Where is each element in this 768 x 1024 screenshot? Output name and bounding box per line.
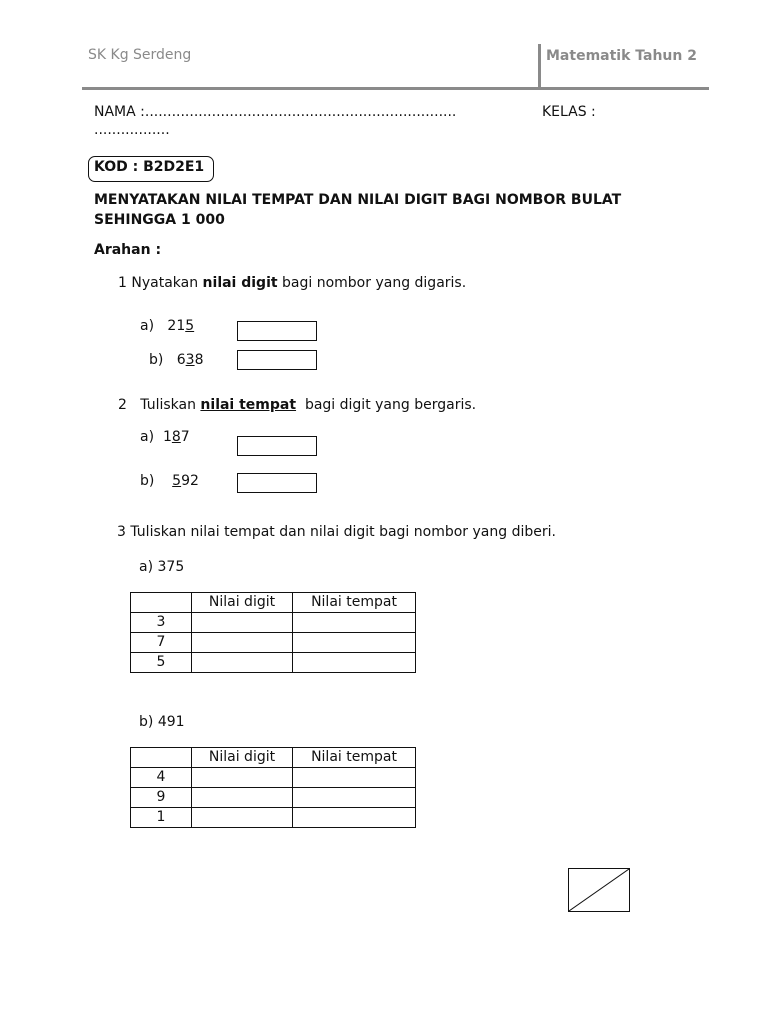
nilai-tempat-answer[interactable] <box>293 768 416 788</box>
question-text-pre: Nyatakan <box>131 275 199 291</box>
table-row <box>131 768 416 788</box>
nilai-tempat-answer[interactable] <box>293 808 416 828</box>
question-2 <box>118 397 476 413</box>
question-text-bold: nilai digit <box>202 275 278 291</box>
question-text-bold: nilai tempat <box>200 397 297 413</box>
digit-cell: 7 <box>131 633 192 653</box>
question-text: Tuliskan nilai tempat dan nilai digit bagi nombor yang diberi. <box>130 524 556 540</box>
item-number: 187 <box>162 429 190 445</box>
part-label: b) <box>139 714 154 730</box>
nilai-digit-answer[interactable] <box>192 808 293 828</box>
q1-item-b <box>149 352 203 368</box>
question-number: 1 <box>118 275 127 291</box>
header-divider-horizontal <box>82 87 709 90</box>
table-row <box>131 808 416 828</box>
header-cell: Nilai tempat <box>293 593 416 613</box>
kod-label: KOD : B2D2E1 <box>94 159 205 175</box>
underlined-digit: 5 <box>172 473 182 489</box>
header-divider-vertical <box>538 44 541 88</box>
question-3 <box>117 524 556 540</box>
nilai-digit-answer[interactable] <box>192 613 293 633</box>
table-header-row <box>131 593 416 613</box>
nilai-tempat-answer[interactable] <box>293 633 416 653</box>
digit-cell: 4 <box>131 768 192 788</box>
item-number: 638 <box>176 352 204 368</box>
class-field[interactable]: ................. <box>94 122 170 138</box>
question-text-post: bagi digit yang bergaris. <box>304 397 477 413</box>
item-label: b) <box>149 352 164 368</box>
question-number: 2 <box>118 397 127 413</box>
item-label: a) <box>140 429 155 445</box>
table-row <box>131 653 416 673</box>
item-label: b) <box>140 473 155 489</box>
answer-box-q1b[interactable] <box>237 350 317 370</box>
digit-cell: 3 <box>131 613 192 633</box>
table-row <box>131 613 416 633</box>
underlined-digit: 5 <box>185 318 195 334</box>
digit-cell: 1 <box>131 808 192 828</box>
question-number: 3 <box>117 524 126 540</box>
answer-box-q2b[interactable] <box>237 473 317 493</box>
nilai-tempat-answer[interactable] <box>293 788 416 808</box>
table-row <box>131 788 416 808</box>
underlined-digit: 3 <box>185 352 195 368</box>
header-cell <box>131 593 192 613</box>
nilai-digit-answer[interactable] <box>192 768 293 788</box>
worksheet-title: MENYATAKAN NILAI TEMPAT DAN NILAI DIGIT BAGI NOMBOR BULAT SEHINGGA 1 000 <box>94 192 622 228</box>
q3-part-a <box>139 559 184 575</box>
class-label: KELAS : <box>542 104 596 120</box>
nilai-tempat-answer[interactable] <box>293 653 416 673</box>
nilai-tempat-answer[interactable] <box>293 613 416 633</box>
score-box[interactable] <box>568 868 630 912</box>
q2-item-a <box>140 429 190 445</box>
instructions-heading: Arahan : <box>94 242 162 258</box>
item-number: 215 <box>167 318 195 334</box>
digit-cell: 5 <box>131 653 192 673</box>
school-name: SK Kg Serdeng <box>88 47 192 63</box>
nilai-digit-answer[interactable] <box>192 633 293 653</box>
part-number: 491 <box>157 714 185 730</box>
item-number: 592 <box>172 473 199 489</box>
item-label: a) <box>140 318 155 334</box>
header-cell <box>131 748 192 768</box>
nilai-digit-answer[interactable] <box>192 653 293 673</box>
table-row <box>131 633 416 653</box>
part-number: 375 <box>157 559 185 575</box>
place-value-table-b <box>130 747 416 828</box>
answer-box-q1a[interactable] <box>237 321 317 341</box>
question-text-pre: Tuliskan <box>140 397 196 413</box>
header-cell: Nilai digit <box>192 593 293 613</box>
q1-item-a <box>140 318 194 334</box>
question-1 <box>118 275 466 291</box>
header-cell: Nilai digit <box>192 748 293 768</box>
digit-cell: 9 <box>131 788 192 808</box>
part-label: a) <box>139 559 154 575</box>
answer-box-q2a[interactable] <box>237 436 317 456</box>
score-diagonal-icon <box>569 869 629 911</box>
name-field[interactable]: NAMA :...................................................................... <box>94 104 457 120</box>
subject-title: Matematik Tahun 2 <box>546 48 697 64</box>
nilai-digit-answer[interactable] <box>192 788 293 808</box>
place-value-table-a <box>130 592 416 673</box>
q2-item-b <box>140 473 199 489</box>
underlined-digit: 8 <box>171 429 181 445</box>
header-cell: Nilai tempat <box>293 748 416 768</box>
question-text-post: bagi nombor yang digaris. <box>282 275 467 291</box>
table-header-row <box>131 748 416 768</box>
q3-part-b <box>139 714 185 730</box>
